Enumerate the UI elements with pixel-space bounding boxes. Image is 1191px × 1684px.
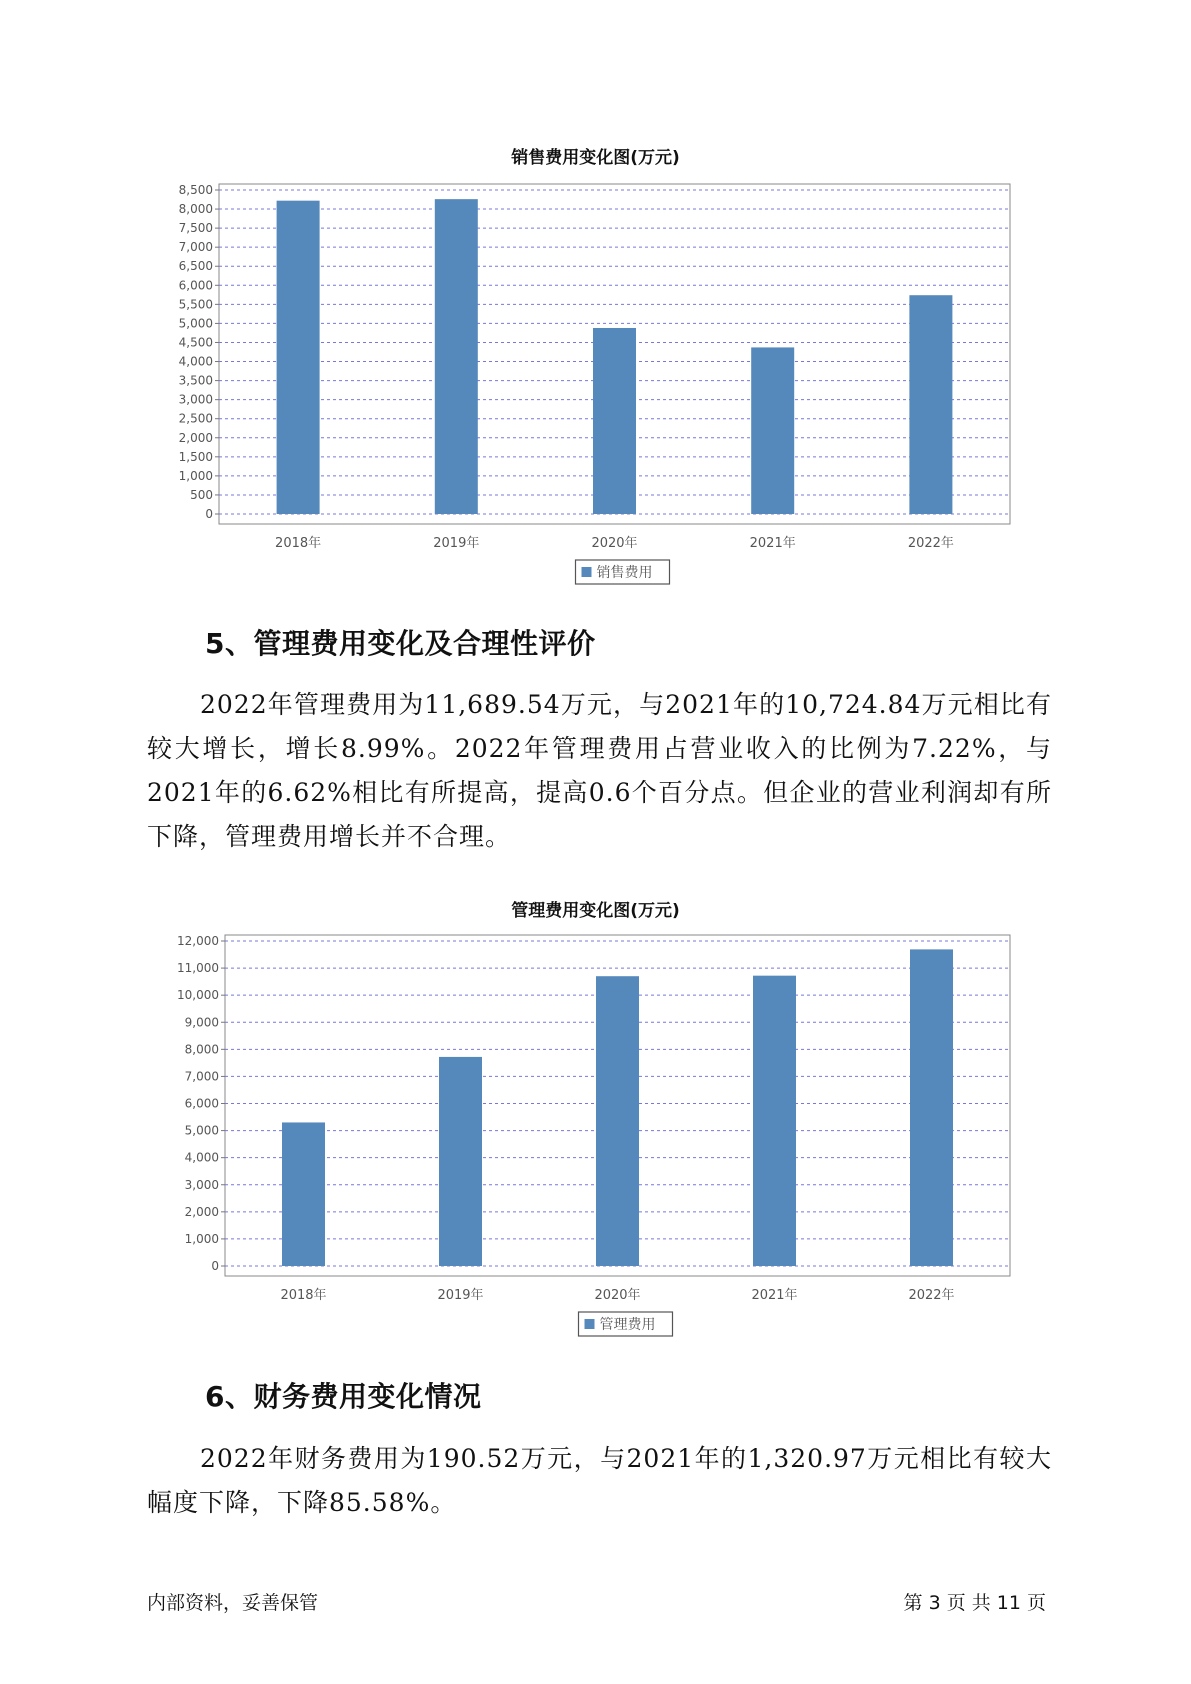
chart-title-sales: 销售费用变化图(万元) bbox=[511, 148, 680, 168]
y-tick-label: 500 bbox=[190, 487, 213, 502]
y-tick-label: 2,000 bbox=[184, 1204, 219, 1219]
x-tick-label: 2020年 bbox=[594, 1288, 641, 1303]
x-tick-label: 2018年 bbox=[275, 536, 322, 551]
y-tick-label: 7,000 bbox=[184, 1069, 219, 1084]
bar-2021年 bbox=[753, 976, 796, 1266]
y-tick-label: 0 bbox=[205, 507, 213, 521]
x-tick-label: 2021年 bbox=[751, 1288, 798, 1303]
x-tick-label: 2018年 bbox=[280, 1288, 327, 1303]
legend-label: 销售费用 bbox=[596, 565, 653, 581]
x-tick-label: 2022年 bbox=[907, 536, 954, 551]
y-tick-label: 4,000 bbox=[184, 1150, 219, 1165]
y-tick-label: 6,000 bbox=[178, 278, 213, 293]
x-tick-label: 2019年 bbox=[437, 1288, 484, 1303]
bar-2020年 bbox=[596, 976, 639, 1266]
y-tick-label: 1,000 bbox=[184, 1231, 219, 1246]
x-tick-label: 2022年 bbox=[908, 1288, 955, 1303]
y-tick-label: 8,000 bbox=[178, 202, 213, 217]
y-tick-label: 2,000 bbox=[178, 430, 213, 445]
y-tick-label: 7,000 bbox=[178, 240, 213, 255]
section6-paragraph: 2022年财务费用为190.52万元，与2021年的1,320.97万元相比有较大幅度下降，下降85.58%。 bbox=[147, 1444, 1052, 1517]
bar-2022年 bbox=[910, 949, 953, 1266]
legend-label: 管理费用 bbox=[599, 1317, 656, 1333]
footer-page-number: 第 3 页 共 11 页 bbox=[903, 1592, 1046, 1614]
y-tick-label: 5,000 bbox=[178, 316, 213, 331]
y-tick-label: 11,000 bbox=[177, 961, 219, 976]
chart-title-admin: 管理费用变化图(万元) bbox=[511, 901, 680, 921]
legend-swatch bbox=[585, 1319, 595, 1329]
y-tick-label: 12,000 bbox=[177, 934, 219, 948]
y-tick-label: 6,500 bbox=[178, 259, 213, 274]
y-tick-label: 0 bbox=[211, 1259, 219, 1273]
y-tick-label: 3,500 bbox=[178, 373, 213, 388]
footer-confidential: 内部资料，妥善保管 bbox=[147, 1592, 319, 1614]
section5-paragraph: 2022年管理费用为11,689.54万元，与2021年的10,724.84万元相比有较大增长，增长8.99%。2022年管理费用占营业收入的比例为7.22%，与2021年的6.62%相比有所提高，提高0.6个百分点。但企业的营业利润却有所下降，管理费用增长并不合理。 bbox=[147, 690, 1052, 851]
x-tick-label: 2021年 bbox=[749, 536, 796, 551]
y-tick-label: 8,000 bbox=[184, 1042, 219, 1057]
y-tick-label: 3,000 bbox=[178, 392, 213, 407]
x-tick-label: 2020年 bbox=[591, 536, 638, 551]
y-tick-label: 4,500 bbox=[178, 335, 213, 350]
y-tick-label: 2,500 bbox=[178, 411, 213, 426]
bar-2019年 bbox=[439, 1057, 482, 1266]
y-tick-label: 5,500 bbox=[178, 297, 213, 312]
y-tick-label: 3,000 bbox=[184, 1177, 219, 1192]
y-tick-label: 9,000 bbox=[184, 1015, 219, 1030]
section6-heading: 6、财务费用变化情况 bbox=[205, 1380, 482, 1413]
x-tick-label: 2019年 bbox=[433, 536, 480, 551]
bar-2018年 bbox=[282, 1122, 325, 1266]
y-tick-label: 1,000 bbox=[178, 468, 213, 483]
y-tick-label: 7,500 bbox=[178, 221, 213, 236]
y-tick-label: 10,000 bbox=[177, 988, 219, 1003]
y-tick-label: 5,000 bbox=[184, 1123, 219, 1138]
section5-heading: 5、管理费用变化及合理性评价 bbox=[205, 627, 596, 660]
y-tick-label: 8,500 bbox=[178, 183, 213, 197]
y-tick-label: 6,000 bbox=[184, 1096, 219, 1111]
y-tick-label: 4,000 bbox=[178, 354, 213, 369]
y-tick-label: 1,500 bbox=[178, 449, 213, 464]
